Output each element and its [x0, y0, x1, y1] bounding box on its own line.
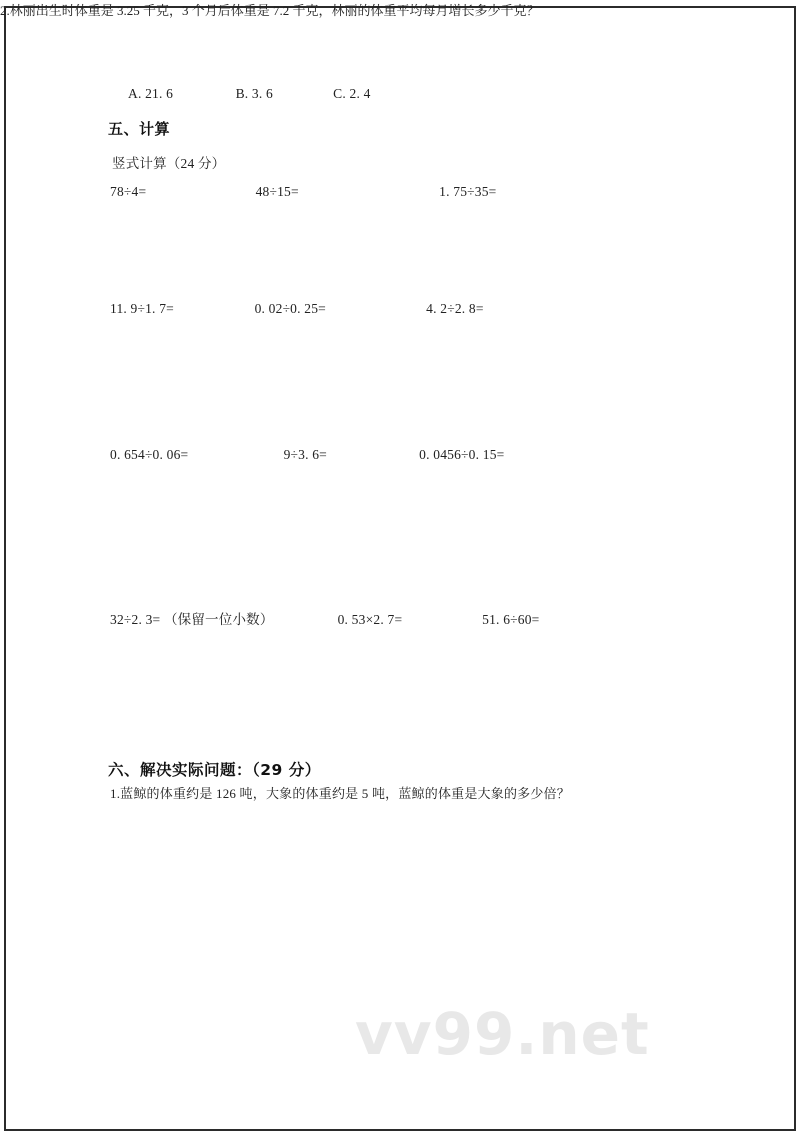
calc-item: 11. 9÷1. 7=	[110, 301, 174, 316]
section-five-subheading: 竖式计算（24 分）	[112, 156, 226, 171]
calc-item: 4. 2÷2. 8=	[426, 301, 484, 316]
choice-option-a: A. 21. 6	[128, 86, 174, 101]
calc-row	[110, 184, 496, 200]
calc-row	[110, 301, 484, 317]
calc-item: 0. 53×2. 7=	[337, 612, 403, 627]
multiple-choice-options	[128, 86, 371, 102]
section-six-heading: 六、解决实际问题：（29 分）	[108, 761, 321, 779]
choice-option-b: B. 3. 6	[235, 86, 273, 101]
calc-item: 51. 6÷60=	[482, 612, 540, 627]
calc-item: 32÷2. 3= （保留一位小数）	[110, 612, 274, 627]
section-five-heading: 五、计算	[108, 120, 171, 138]
word-problem-1: 1.蓝鲸的体重约是 126 吨，大象的体重约是 5 吨，蓝鲸的体重是大象的多少倍？	[110, 786, 570, 801]
calc-item: 48÷15=	[255, 184, 299, 199]
calc-item: 9÷3. 6=	[283, 447, 328, 462]
calc-row	[110, 447, 504, 463]
calc-row	[110, 608, 539, 628]
calc-item: 0. 654÷0. 06=	[110, 447, 189, 462]
calc-item: 1. 75÷35=	[439, 184, 497, 199]
word-problem-2: 2.林丽出生时体重是 3.25 千克，3 个月后体重是 7.2 千克，林丽的体重平均每月增长多少千克？	[0, 3, 540, 18]
calc-item: 0. 02÷0. 25=	[254, 301, 327, 316]
choice-option-c: C. 2. 4	[333, 86, 371, 101]
calc-item: 78÷4=	[110, 184, 147, 199]
calc-item: 0. 0456÷0. 15=	[419, 447, 505, 462]
watermark: vv99.net	[355, 1000, 650, 1068]
